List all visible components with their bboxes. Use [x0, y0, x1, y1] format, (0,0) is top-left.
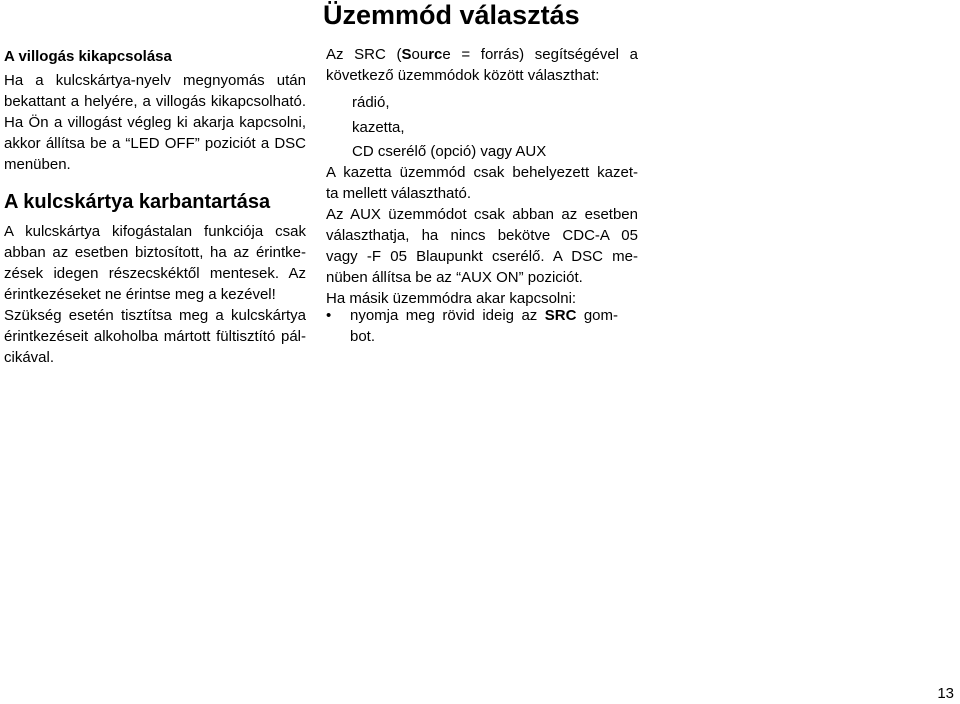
text-line: következő üzemmódok között választhat:	[326, 67, 600, 84]
text-line: menüben.	[4, 156, 71, 173]
text-run: nyomja meg rövid ideig az	[350, 307, 545, 324]
bullet-text	[350, 305, 618, 347]
text-line: ta mellett választható.	[326, 185, 472, 202]
text-line	[350, 305, 618, 326]
text-line: bekattant a helyére, a villogás kikapcsolható.	[4, 93, 306, 110]
text-line: Az AUX üzemmódot csak abban az esetben	[326, 206, 638, 223]
src-keyword: SRC	[544, 307, 577, 324]
text-line: vagy -F 05 Blaupunkt cserélő. A DSC me-	[326, 248, 638, 265]
bold-letter: S	[401, 46, 412, 63]
text-run: e = forrás) segítségével a	[442, 46, 638, 63]
paragraph-mode-notes	[326, 162, 638, 309]
text-line: A kazetta üzemmód csak behelyezett kazet-	[326, 164, 638, 181]
mode-cd-changer-aux: CD cserélő (opció) vagy AUX	[352, 143, 547, 160]
text-line: akkor állítsa be a “LED OFF” poziciót a DSC	[4, 135, 306, 152]
mode-radio: rádió,	[352, 94, 390, 111]
text-line: cikával.	[4, 349, 55, 366]
text-line: Ha másik üzemmódra akar kapcsolni:	[326, 290, 577, 307]
page-number: 13	[937, 685, 954, 702]
mode-cassette: kazetta,	[352, 119, 405, 136]
text-line: Ha a kulcskártya-nyelv megnyomás után	[4, 72, 306, 89]
text-line: zések idegen részecskéktől mentesek. Az	[4, 265, 306, 282]
heading-blinking-off: A villogás kikapcsolása	[4, 48, 172, 65]
text-line: nüben állítsa be az “AUX ON” poziciót.	[326, 269, 583, 286]
text-line	[326, 44, 638, 65]
text-line: abban az esetben biztosított, ha az érintke-	[4, 244, 306, 261]
paragraph-src-intro	[326, 44, 638, 86]
text-run: Az SRC (	[326, 46, 402, 63]
text-line: érintkezéseit alkoholba mártott fültisztító pál-	[4, 328, 306, 345]
text-line: Ha Ön a villogást végleg ki akarja kapcsolni,	[4, 114, 306, 131]
text-line: érintkezéseket ne érintse meg a kezével!	[4, 286, 276, 303]
bullet-marker: •	[326, 307, 332, 324]
text-run: gom-	[576, 307, 619, 324]
heading-keycard-maintenance: A kulcskártya karbantartása	[4, 191, 271, 213]
paragraph-blinking-off	[4, 70, 306, 175]
text-line: bot.	[350, 328, 376, 345]
paragraph-keycard-maintenance	[4, 221, 306, 368]
text-line: Szükség esetén tisztítsa meg a kulcskártya	[4, 307, 306, 324]
text-run: ou	[411, 46, 429, 63]
page-title: Üzemmód választás	[323, 0, 580, 30]
bold-letters: rc	[428, 46, 443, 63]
text-line: A kulcskártya kifogástalan funkciója csak	[4, 223, 306, 240]
text-line: választhatja, ha nincs bekötve CDC-A 05	[326, 227, 638, 244]
